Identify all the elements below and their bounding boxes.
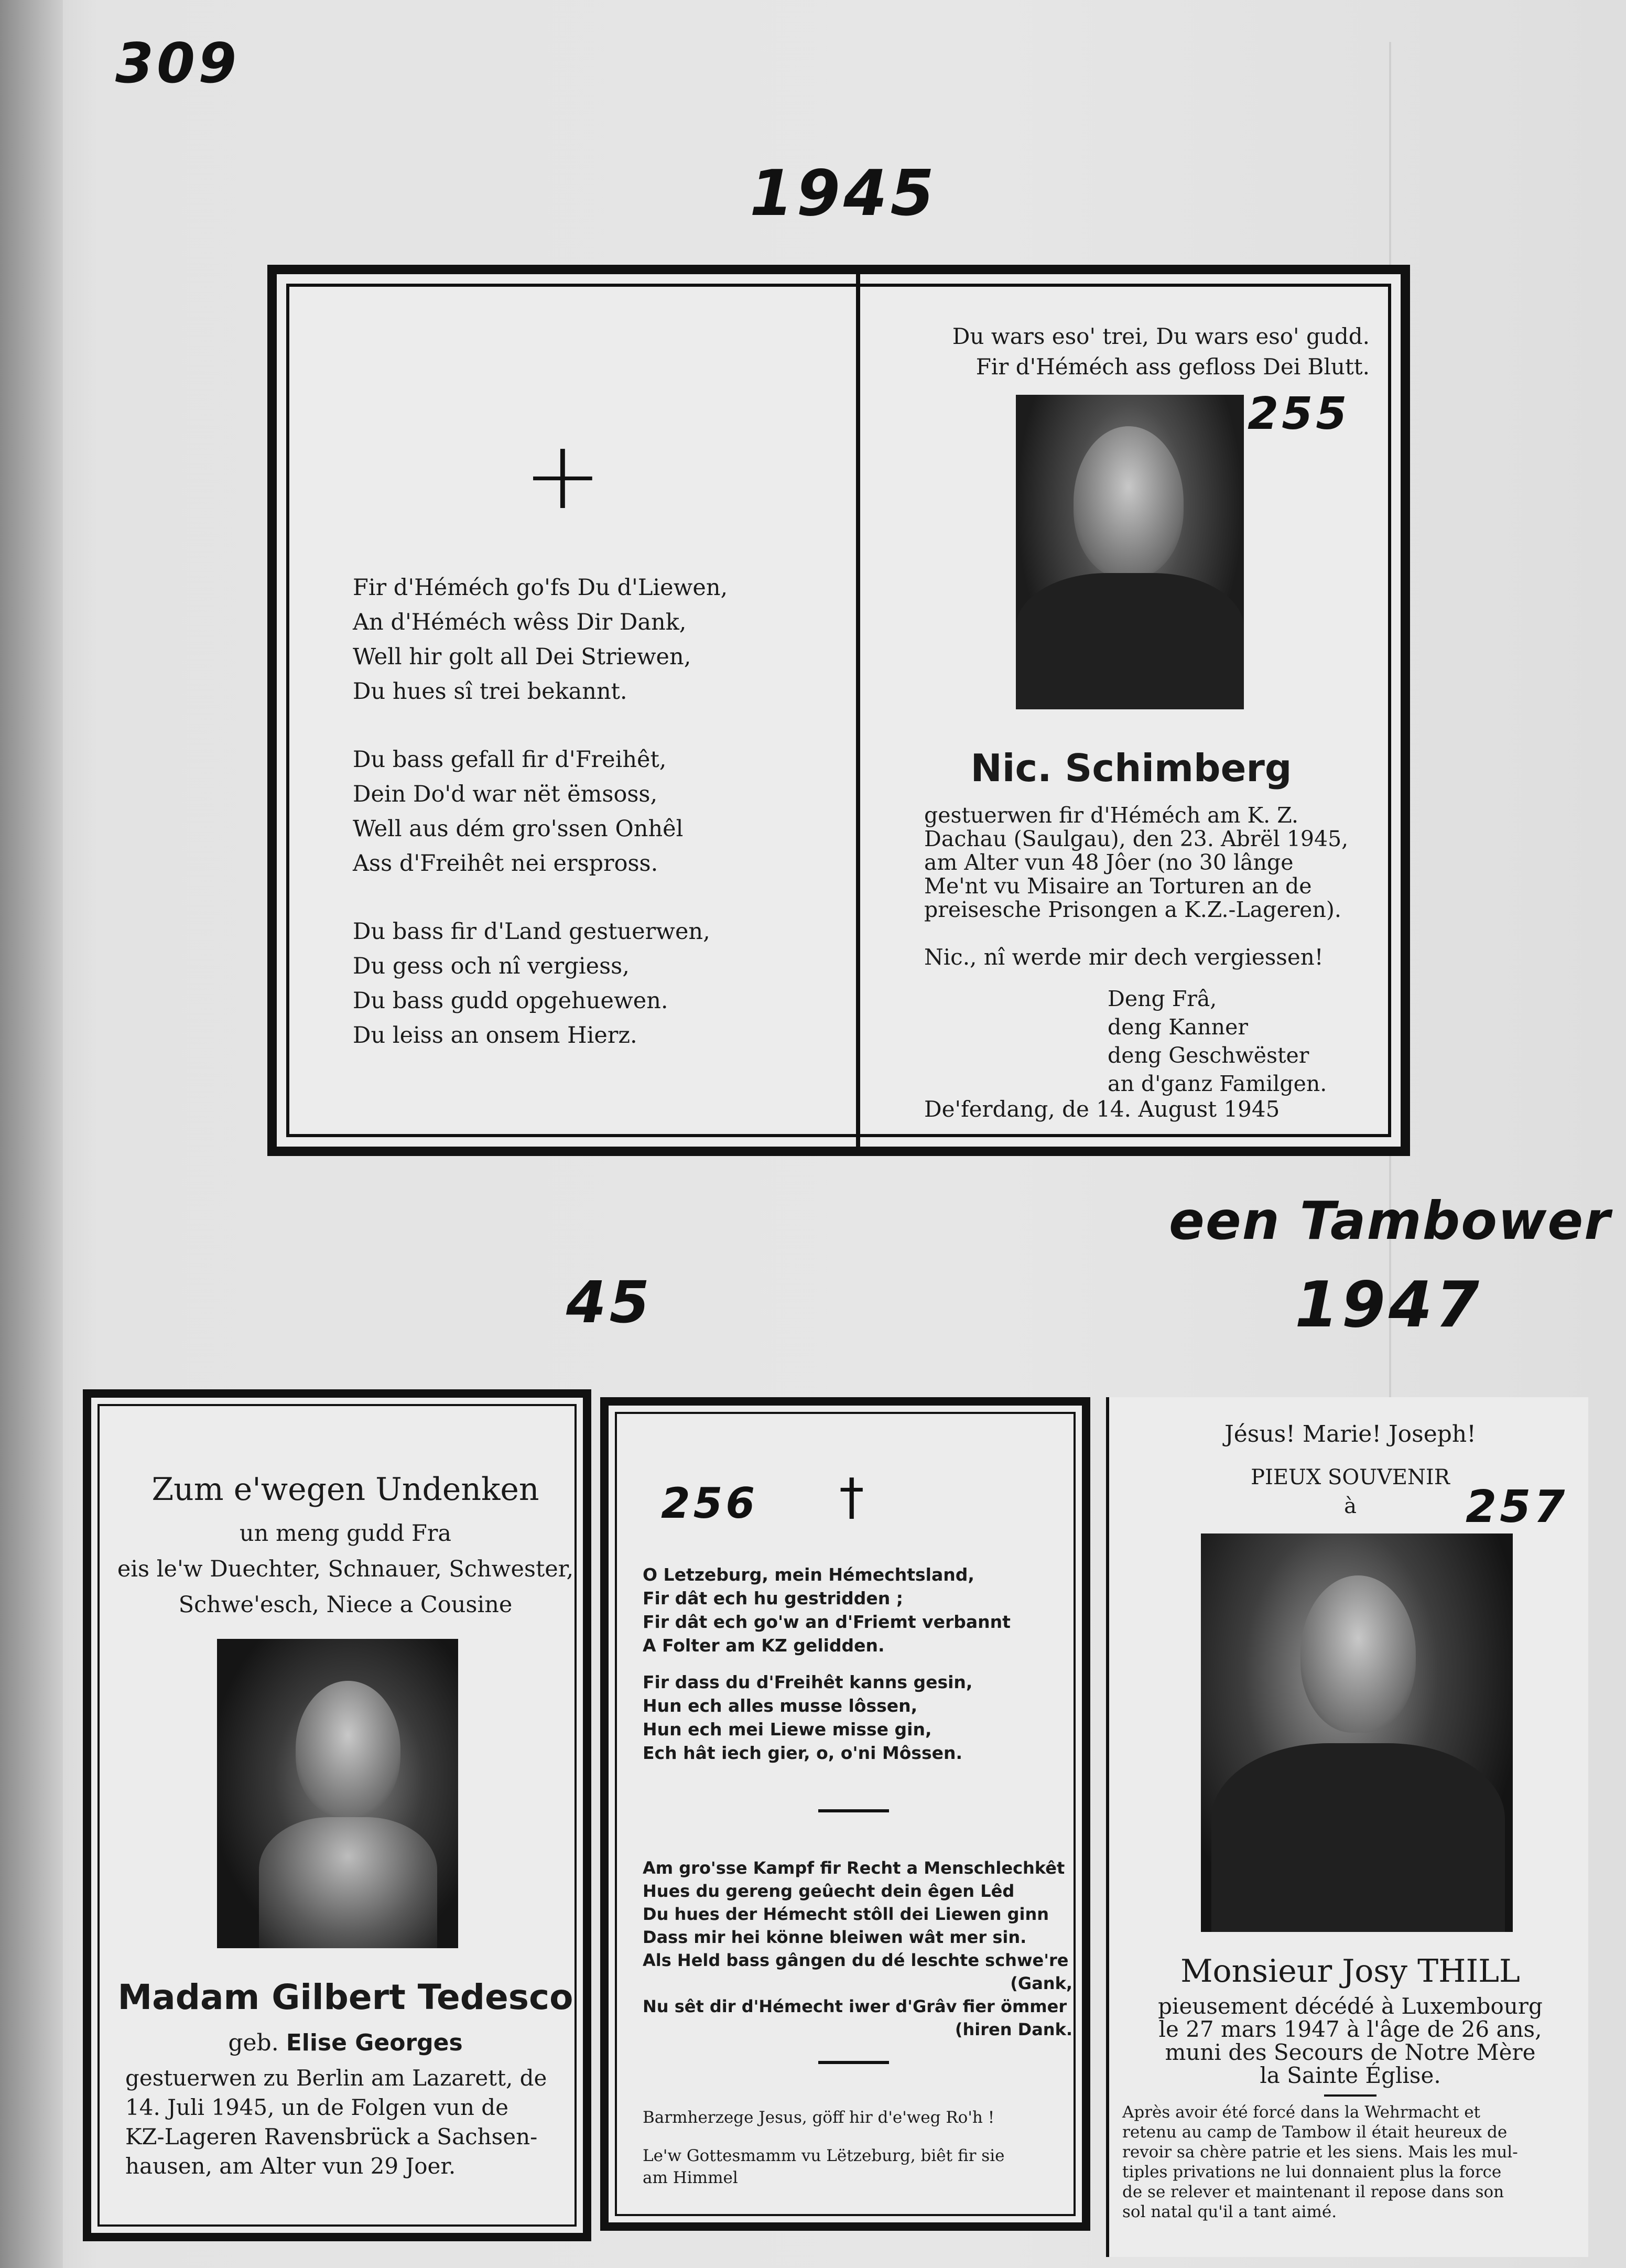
thill-story: Après avoir été forcé dans la Wehrmacht et retenu au camp de Tambow il était heureux de revoir sa chère patrie et les siens. Mais les mul- tiples privations ne lui donnaient plus la force de se relever et maintenant il repose dans son sol natal qu'il a tant aimé. [1122, 2103, 1518, 2221]
card-fold [856, 274, 860, 1147]
tedesco-intro: un meng gudd Fra eis le'w Duechter, Schnauer, Schwester, Schwe'esch, Niece a Cousine [117, 1520, 574, 1618]
memorial-card-tedesco [83, 1389, 591, 2241]
tedesco-name: Madam Gilbert Tedesco [117, 1977, 573, 2017]
memorial-card-thill [1106, 1397, 1588, 2257]
number-annotation-256: 256 [661, 1479, 758, 1528]
tambower-annotation: een Tambower [1169, 1190, 1611, 1251]
divider [1324, 2094, 1376, 2097]
album-spine [0, 0, 63, 2268]
middle-prayer: Barmherzege Jesus, göff hir d'e'weg Ro'h ! [643, 2108, 995, 2127]
middle-stanza-3: Am gro'sse Kampf fir Recht a Menschlechkêt Hues du gereng geûecht dein êgen Lêd Du hues der Hémecht stôll dei Liewen ginn Dass mir hei könne bleiwen wât mer sin. Als Held bass gângen du dé leschte schwe're (Gank, Nu sêt dir d'Hémecht iwer d'Grâv fier ömmer (hiren Dank. [643, 1858, 1072, 2039]
memorial-card-schimberg [267, 265, 1410, 1156]
thill-name: Monsieur Josy THILL [1180, 1953, 1520, 1990]
cross-symbol: † [839, 1468, 864, 1526]
poem-stanza: Du bass fir d'Land gestuerwen, Du gess och nî vergiess, Du bass gudd opgehuewen. Du leiss an onsem Hierz. [353, 919, 710, 1049]
thill-invocation: Jésus! Marie! Joseph! [1224, 1421, 1476, 1448]
page-number: 309 [115, 31, 240, 95]
cross-symbol: + [523, 421, 602, 531]
year-annotation-1947: 1947 [1295, 1269, 1482, 1342]
number-annotation-255: 255 [1248, 388, 1350, 440]
poem-stanza: Fir d'Héméch go'fs Du d'Liewen, An d'Héméch wêss Dir Dank, Well hir golt all Dei Striewen, Du hues sî trei bekannt. [353, 575, 728, 705]
tedesco-heading: Zum e'wegen Undenken [151, 1471, 539, 1508]
portrait-tedesco [217, 1639, 458, 1948]
memorial-card-middle [600, 1397, 1090, 2231]
thill-souvenir: PIEUX SOUVENIR [1251, 1465, 1450, 1489]
schimberg-farewell: Nic., nî werde mir dech vergiessen! [924, 944, 1324, 970]
schimberg-text: gestuerwen fir d'Héméch am K. Z. Dachau (Saulgau), den 23. Abrël 1945, am Alter vun 48 Jôer (no 30 lânge Me'nt vu Misaire an Torturen an de preisesche Prisongen a K.Z.-Lageren). [924, 803, 1349, 922]
schimberg-name: Nic. Schimberg [970, 746, 1292, 790]
tedesco-text: gestuerwen zu Berlin am Lazarett, de 14. Juli 1945, un de Folgen vun de KZ-Lageren Ravensbrück a Sachsen- hausen, am Alter vun 29 Joer. [125, 2065, 547, 2179]
number-annotation-45: 45 [566, 1269, 653, 1336]
portrait-schimberg [1016, 395, 1244, 709]
schimberg-motto: Du wars eso' trei, Du wars eso' gudd. Fir d'Héméch ass gefloss Dei Blutt. [952, 323, 1370, 380]
thill-a: à [1344, 1494, 1357, 1518]
schimberg-family: Deng Frâ, deng Kanner deng Geschwëster an d'ganz Familgen. [1108, 986, 1327, 1096]
schimberg-poem [353, 570, 825, 1086]
tedesco-born: geb. Elise Georges [228, 2029, 463, 2056]
portrait-thill [1201, 1533, 1513, 1932]
divider [818, 1809, 889, 1812]
middle-stanza-2: Fir dass du d'Freihêt kanns gesin, Hun ech alles musse lôssen, Hun ech mei Liewe misse gin, Ech hât iech gier, o, o'ni Môssen. [643, 1672, 973, 1763]
thill-text: pieusement décédé à Luxembourg le 27 mars 1947 à l'âge de 26 ans, muni des Secours de Notre Mère la Sainte Église. [1158, 1993, 1543, 2088]
middle-closing: Le'w Gottesmamm vu Lëtzeburg, biêt fir sie am Himmel [643, 2146, 1005, 2187]
schimberg-place-date: De'ferdang, de 14. August 1945 [924, 1096, 1280, 1122]
number-annotation-257: 257 [1466, 1481, 1568, 1533]
poem-stanza: Du bass gefall fir d'Freihêt, Dein Do'd war nët ëmsoss, Well aus dém gro'ssen Onhêl Ass d'Freihêt nei erspross. [353, 747, 684, 877]
year-annotation-1945: 1945 [750, 157, 937, 230]
divider [818, 2061, 889, 2064]
middle-stanza-1: O Letzeburg, mein Hémechtsland, Fir dât ech hu gestridden ; Fir dât ech go'w an d'Friemt verbannt A Folter am KZ gelidden. [643, 1564, 1011, 1656]
